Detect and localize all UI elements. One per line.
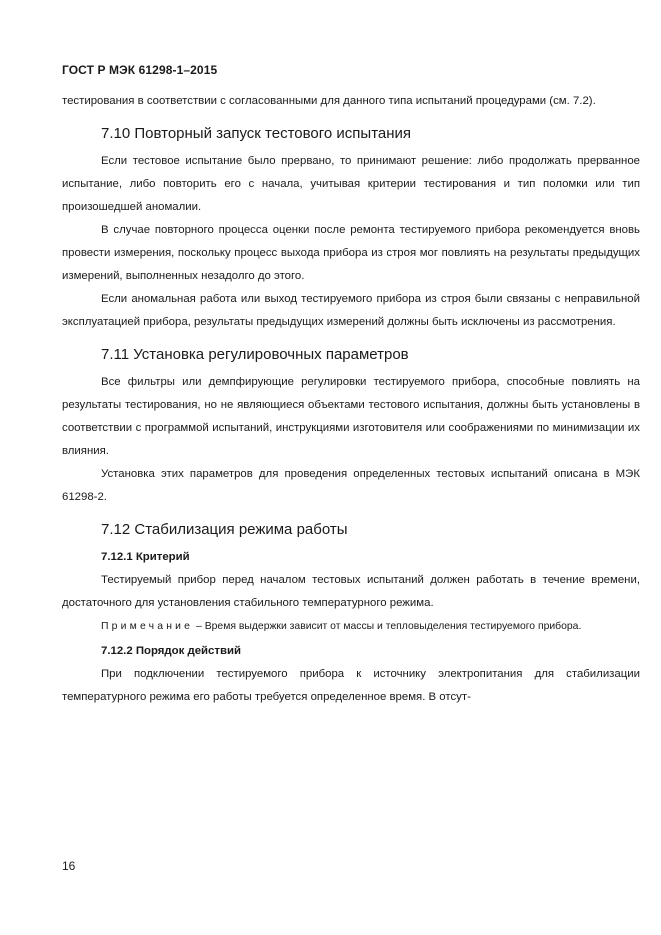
subsection-7-12-1-title: 7.12.1 Критерий	[101, 551, 190, 563]
intro-paragraph: тестирования в соответствии с согласованными для данного типа испытаний процедурами (см. 7.2).	[62, 95, 596, 107]
section-7-11-title: 7.11 Установка регулировочных параметров	[101, 346, 409, 363]
subsection-7-12-2-title: 7.12.2 Порядок действий	[101, 645, 241, 657]
page-number: 16	[62, 859, 76, 873]
document-code-header: ГОСТ Р МЭК 61298-1–2015	[62, 63, 218, 77]
subsection-7-12-1-paragraph: Тестируемый прибор перед началом тестовых испытаний должен работать в течение времени, достаточного для установления стабильного температурного режима.	[62, 574, 640, 609]
page-content	[62, 90, 640, 709]
note	[62, 617, 640, 636]
note-label: Примечание	[101, 621, 194, 632]
note-text: Время выдержки зависит от массы и тепловыделения тестируемого прибора.	[204, 621, 582, 632]
section-7-10-paragraph-2: В случае повторного процесса оценки после ремонта тестируемого прибора рекомендуется вновь провести измерения, поскольку процесс выхода прибора из строя мог повлиять на результаты предыдущих измерений, выполненных незадолго до этого.	[62, 224, 640, 282]
section-7-10-paragraph-1: Если тестовое испытание было прервано, то принимают решение: либо продолжать прерванное испытание, либо повторить его с начала, учитывая критерии тестирования и тип поломки или тип произошедшей аномалии.	[62, 155, 640, 213]
subsection-7-12-2-paragraph: При подключении тестируемого прибора к источнику электропитания для стабилизации температурного режима его работы требуется определенное время. В отсут-	[62, 668, 640, 703]
section-7-11-paragraph-2: Установка этих параметров для проведения определенных тестовых испытаний описана в МЭК 61298-2.	[62, 468, 640, 503]
section-7-10-paragraph-3: Если аномальная работа или выход тестируемого прибора из строя были связаны с неправильной эксплуатацией прибора, результаты предыдущих измерений должны быть исключены из рассмотрения.	[62, 293, 640, 328]
note-dash: –	[193, 621, 205, 632]
section-7-10-title: 7.10 Повторный запуск тестового испытания	[101, 125, 412, 142]
section-7-12-title: 7.12 Стабилизация режима работы	[101, 521, 348, 538]
section-7-11-paragraph-1: Все фильтры или демпфирующие регулировки тестируемого прибора, способные повлиять на результаты тестирования, но не являющиеся объектами тестового испытания, должны быть установлены в соответствии с программой испытаний, инструкциями изготовителя или соображениями по минимизации их влияния.	[62, 376, 640, 457]
